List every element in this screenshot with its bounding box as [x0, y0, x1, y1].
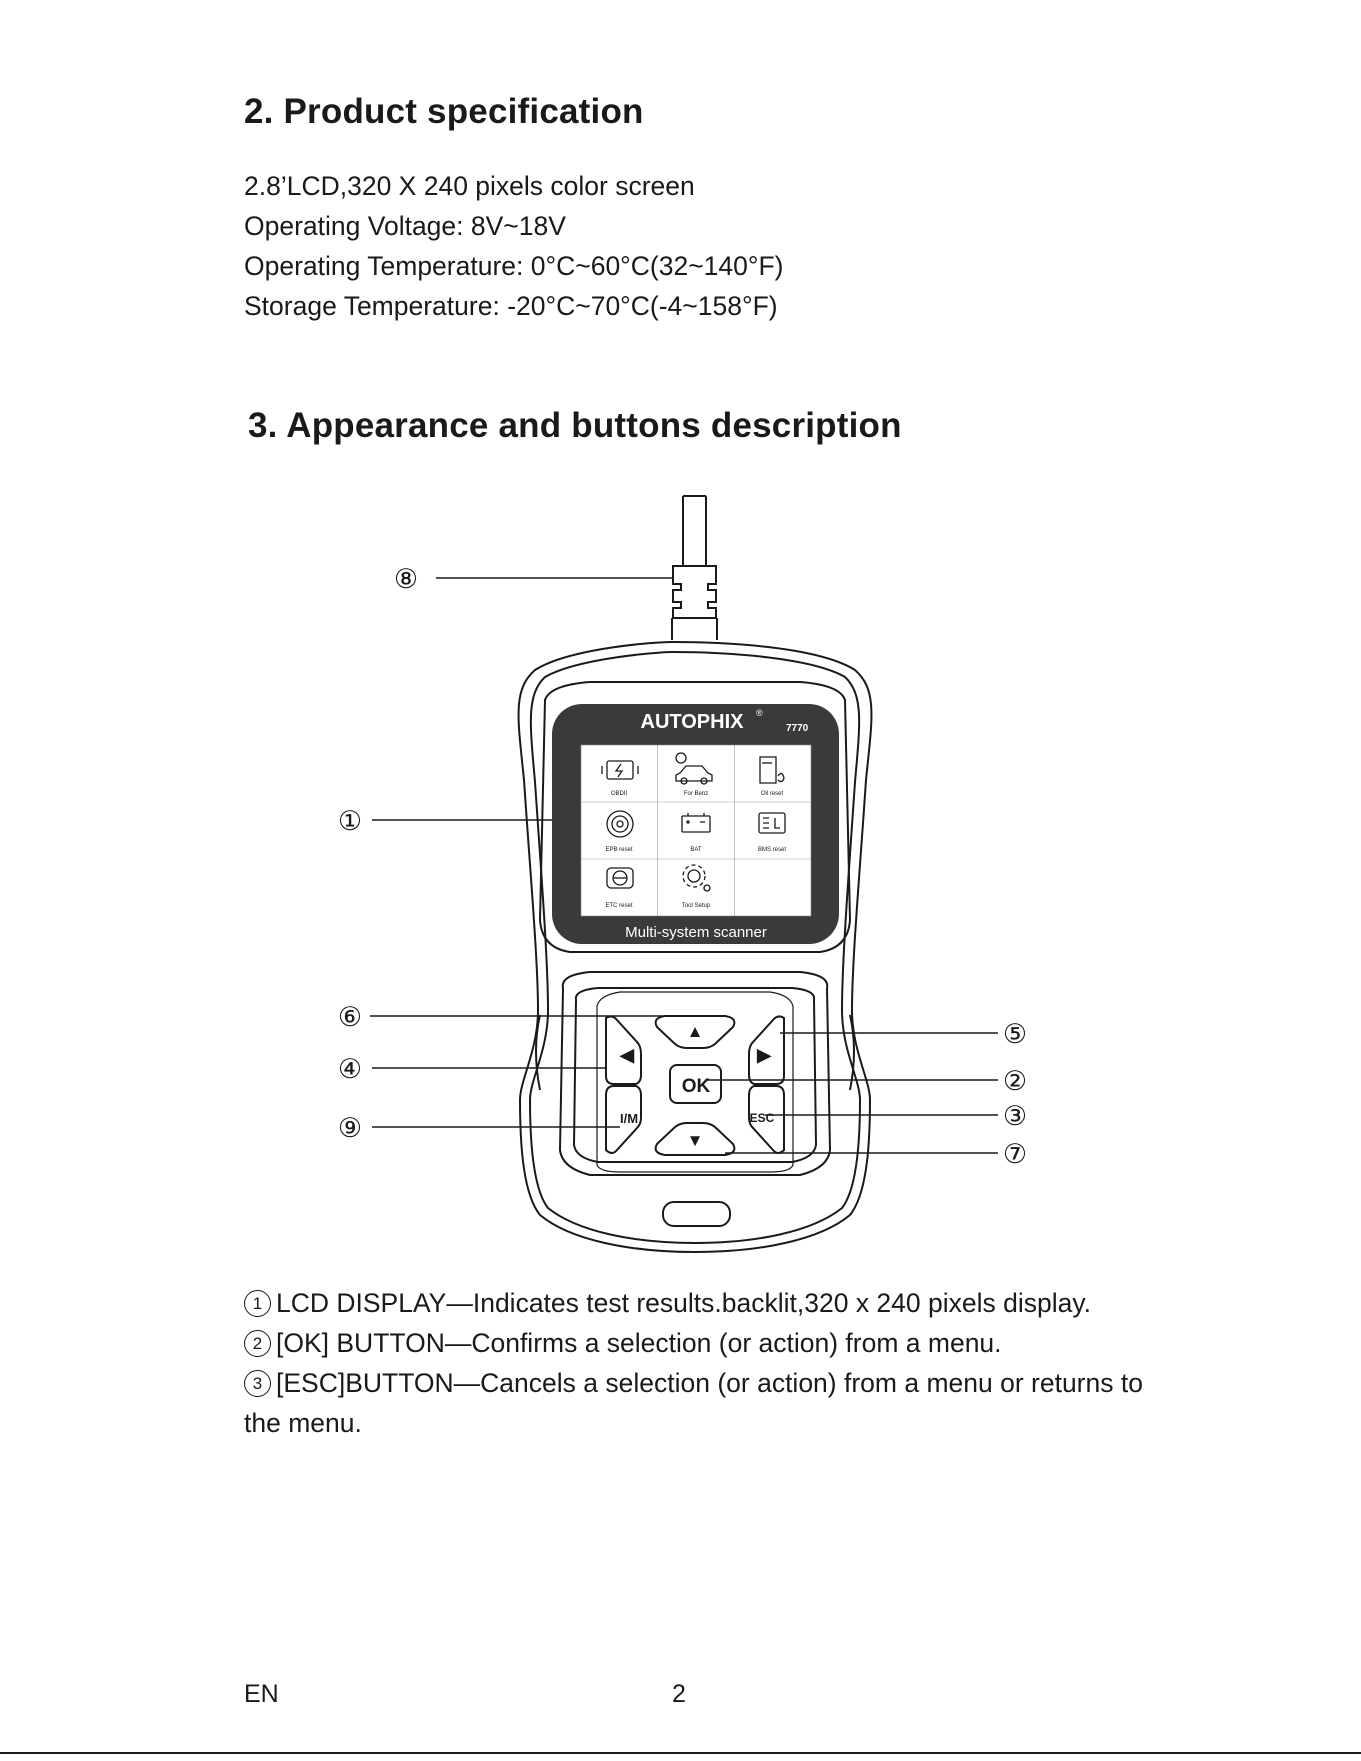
ok-label: OK — [681, 1076, 711, 1097]
left-arrow-icon: ◀ — [620, 1045, 634, 1065]
brand-registered: ® — [756, 708, 763, 718]
menu-item-bms-reset: BMS reset — [757, 847, 787, 853]
menu-item-obdii: OBDII — [610, 791, 628, 797]
appearance-heading: 3. Appearance and buttons description — [248, 406, 902, 445]
screen-caption: Multi-system scanner — [625, 924, 767, 941]
number-badge: 2 — [244, 1330, 271, 1357]
spec-line-screen: 2.8’LCD,320 X 240 pixels color screen — [244, 171, 695, 201]
callout-5: ⑤ — [1002, 1019, 1028, 1049]
callout-1: ① — [337, 806, 363, 836]
button-descriptions — [244, 1283, 1164, 1443]
right-arrow-icon: ▶ — [757, 1045, 771, 1065]
description-text: LCD DISPLAY—Indicates test results.backlit,320 x 240 pixels display. — [276, 1288, 1092, 1318]
page-number: 2 — [672, 1680, 686, 1708]
down-arrow-icon: ▼ — [686, 1131, 704, 1150]
description-item — [244, 1323, 1164, 1363]
up-arrow-icon: ▲ — [686, 1022, 704, 1041]
description-text: [OK] BUTTON—Confirms a selection (or action) from a menu. — [276, 1328, 1002, 1358]
spec-line-storage-temp: Storage Temperature: -20°C~70°C(-4~158°F) — [244, 291, 778, 321]
number-badge: 1 — [244, 1290, 271, 1317]
callout-9: ⑨ — [337, 1113, 363, 1143]
spec-line-operating-temp: Operating Temperature: 0°C~60°C(32~140°F) — [244, 251, 784, 281]
callout-8: ⑧ — [393, 564, 419, 594]
callout-3: ③ — [1002, 1101, 1028, 1131]
cable — [672, 496, 717, 640]
model-number: 7770 — [786, 723, 809, 734]
footer-language: EN — [244, 1680, 279, 1708]
im-label: I/M — [619, 1111, 639, 1126]
callout-4: ④ — [337, 1054, 363, 1084]
esc-label: ESC — [749, 1111, 775, 1125]
description-text: [ESC]BUTTON—Cancels a selection (or action) from a menu or returns to the menu. — [244, 1368, 1143, 1438]
menu-item-epb-reset: EPB reset — [605, 847, 633, 853]
callout-2: ② — [1002, 1066, 1028, 1096]
description-item — [244, 1363, 1164, 1443]
spec-heading: 2. Product specification — [244, 92, 644, 131]
spec-line-voltage: Operating Voltage: 8V~18V — [244, 211, 566, 241]
callout-6: ⑥ — [337, 1002, 363, 1032]
bottom-rule — [0, 1752, 1361, 1754]
menu-item-etc-reset: ETC reset — [605, 903, 633, 909]
brand-logo: AUTOPHIX — [640, 711, 744, 733]
callout-7: ⑦ — [1002, 1139, 1028, 1169]
menu-item-oil-reset: Oil reset — [760, 791, 784, 797]
menu-item-tool-setup: Tool Setup — [681, 903, 711, 909]
menu-item-bat: BAT — [690, 847, 702, 853]
menu-item-for-benz: For Benz — [683, 791, 709, 797]
number-badge: 3 — [244, 1370, 271, 1397]
description-item — [244, 1283, 1164, 1323]
